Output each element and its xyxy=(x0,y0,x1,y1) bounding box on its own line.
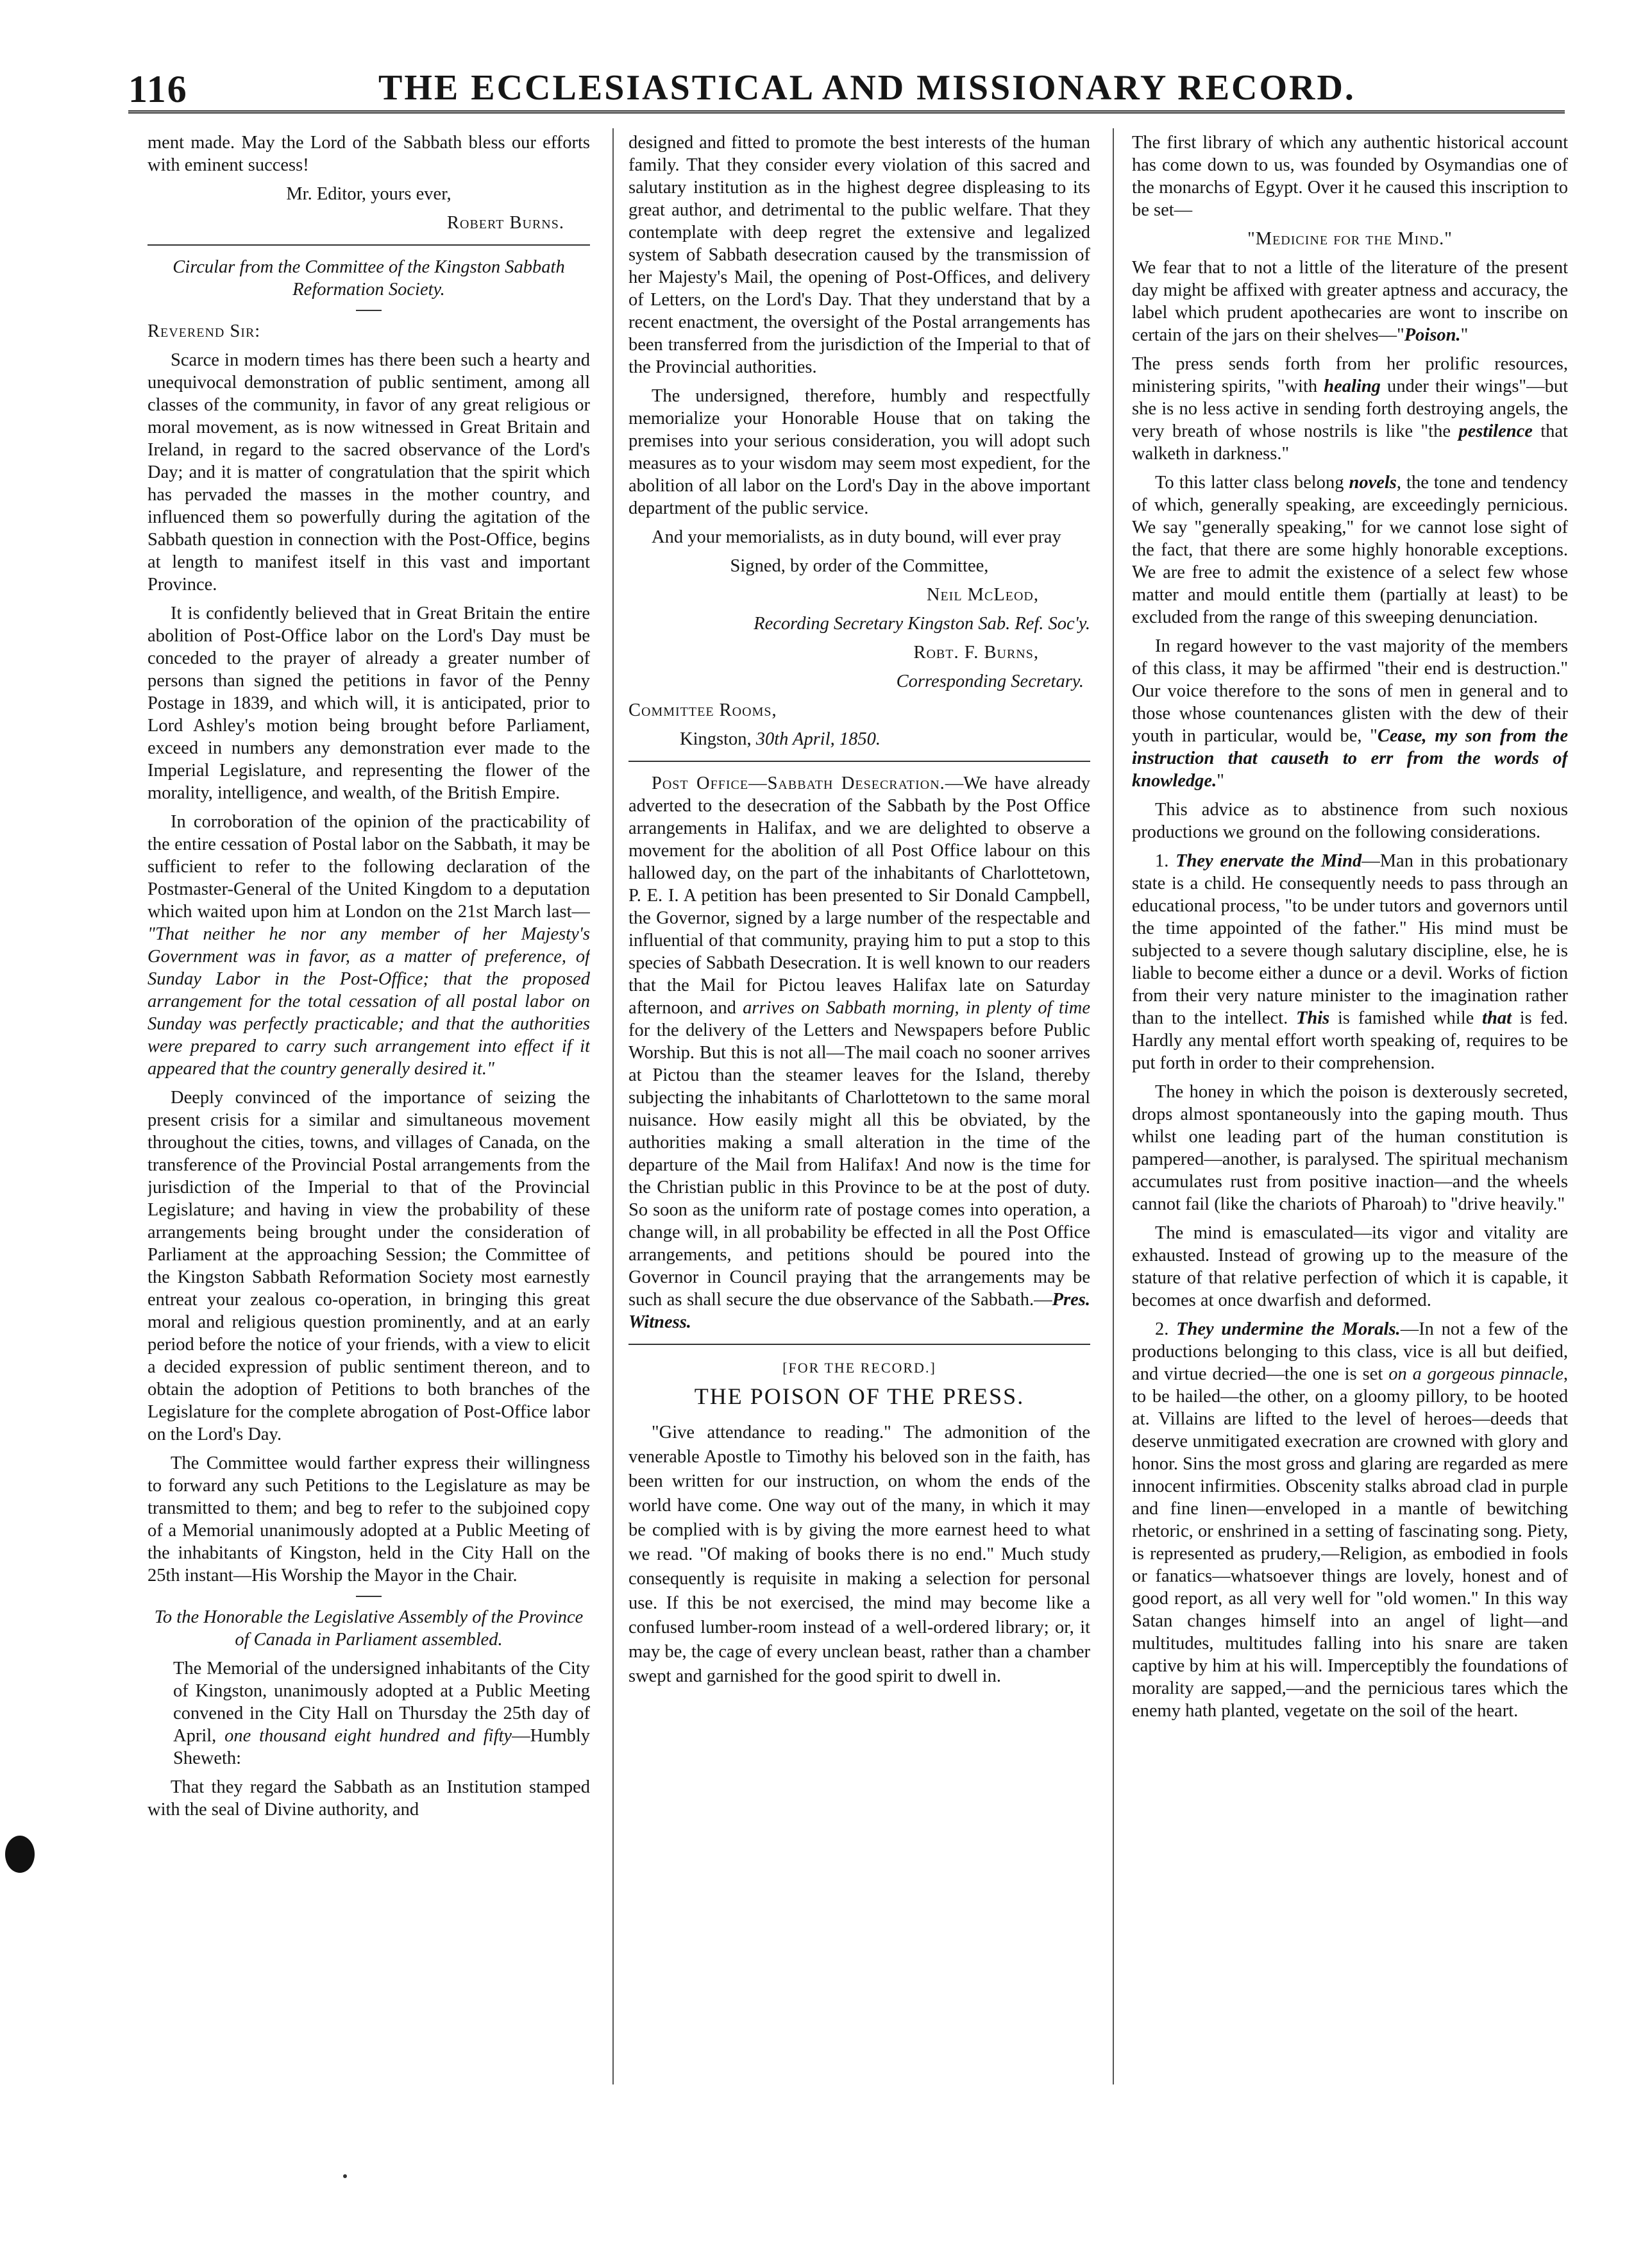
emphasis: Poison. xyxy=(1404,325,1461,345)
inscription: "Medicine for the Mind." xyxy=(1247,229,1453,249)
emphasis: novels xyxy=(1349,473,1397,493)
signer-name: Neil McLeod, xyxy=(926,585,1039,605)
paragraph: The honey in which the poison is dexterously secreted, drops almost spontaneously into the gaping mouth. Thus whilst one leading part of the human constitution is pampered—another, is paralysed. The spiritual mechanism accumulates rust from positive inaction—and the wheels cannot fail (like the chariots of Pharoah) to "drive heavily." xyxy=(1132,1082,1568,1214)
paragraph-text: , to be hailed—the other, on a gloomy pillory, to be hooted at. Villains are lifted to the level of heroes—deeds that deserve unmitigated execration are crowned with glory and honor. Sins the most gross and glaring are regarded as mere innocent infirmities. Obscenity stalks abroad clad in purple and fine linen—enveloped in a mantle of bewitching rhetoric, or enshrined in a setting of fascinating song. Piety, is represented as prudery,—Religion, as embodied in fools or fanatics—whatsoever things are lovely, honest and of good report, as all very well for "old women." In this way Satan changes himself into an angel of light—and multitudes, multitudes falling into his snare are taken captive by him at his will. Imperceptibly the foundations of morality are sapped,—and the pernicious tares which the enemy hath planted, vegetate on the soil of the heart. xyxy=(1132,1364,1568,1721)
place-line: Committee Rooms, xyxy=(628,700,777,720)
memorial-text: —Humbly Sheweth: xyxy=(173,1726,590,1768)
paragraph: The Committee would farther express their willingness to forward any such Petitions to the Legislature as may be transmitted to them; and beg to refer to the subjoined copy of a Memorial unanimously adopted at a Public Meeting of the inhabitants of Kingston, held in the City Hall on the 25th instant—His Worship the Mayor in the Chair. xyxy=(148,1453,590,1585)
article-source: Pres. Witness. xyxy=(628,1290,1090,1332)
date-line xyxy=(628,728,1090,750)
signed-line: Signed, by order of the Committee, xyxy=(730,556,989,576)
page-number: 116 xyxy=(128,68,188,110)
paragraph-text: that walketh in darkness." xyxy=(1132,421,1568,464)
paragraph xyxy=(1132,353,1568,465)
paragraph: "Give attendance to reading." The admonition of the venerable Apostle to Timothy his beloved son in the faith, has been written for our instruction, on whom the ends of the world have come. One way out of the many, in which it may be complied with is by giving the more earnest heed to what we read. "Of making of books there is no end." Much study consequently is requisite in making a selection for personal use. If this be not exercised, the mind may become like a confused lumber-room instead of a well-ordered library; or, it may be, the cage of every unclean beast, rather than a chamber swept and garnished for the good spirit to dwell in. xyxy=(628,1423,1090,1686)
address-title: To the Honorable the Legislative Assembly of the Province of Canada in Parliament assembled. xyxy=(154,1607,584,1650)
paragraph-text: is famished while xyxy=(1329,1008,1483,1028)
paragraph-text: The press sends forth from her prolific resources, ministering spirits, "with xyxy=(1132,354,1568,396)
paragraph-text: In corroboration of the opinion of the practicability of the entire cessation of Postal labor on the Sabbath, it may be sufficient to refer to the following declaration of the Postmaster-General of the United Kingdom to a deputation which waited upon him at London on the 21st March last— xyxy=(148,812,590,922)
quoted-declaration: "That neither he nor any member of her Majesty's Government was in favor, as a matter of preference, of Sunday Labor in the Post-Office; that the proposed arrangement for the total cessation of all postal labor on Sunday was perfectly practicable; and that the authorities were prepared to carry such arrangement into effect if it appeared that the country generally desired it." xyxy=(148,924,590,1079)
paragraph: Scarce in modern times has there been such a hearty and unequivocal demonstration of public sentiment, among all classes of the community, in favor of any great religious or moral movement, as is now witnessed in Great Britain and Ireland, in regard to the sacred observance of the Lord's Day; and it is matter of congratulation that the spirit which has pervaded the masses in the mother country, and influenced them so powerfully during the agitation of the Sabbath question in connection with the Post-Office, begins at length to manifest itself in this vast and important Province. xyxy=(148,350,590,595)
emphasis: healing xyxy=(1324,376,1381,396)
paragraph xyxy=(1132,1318,1568,1722)
paragraph: The undersigned, therefore, humbly and respectfully memorialize your Honorable House that on taking the premises into your serious consideration, you will adopt such measures as to your wisdom may seem most expedient, for the abolition of all labor on the Lord's Day in the above important department of the public service. xyxy=(628,386,1090,518)
signer-title: Recording Secretary Kingston Sab. Ref. Soc'y. xyxy=(754,614,1090,634)
memorial-text: The Memorial of the undersigned inhabitants of the City of Kingston, unanimously adopted at a Public Meeting convened in the City Hall on Thursday the 25th day of April, xyxy=(173,1659,590,1746)
paragraph: It is confidently believed that in Great Britain the entire abolition of Post-Office labor on the Lord's Day must be conceded to the prayer of already a greater number of persons than signed the petitions in favor of the Penny Postage in 1839, and which will, it is anticipated, prior to Lord Ashley's motion being brought before Parliament, exceed in numbers any demonstration ever made to the Imperial Legislature, and representing the flower of the morality, intelligence, and wealth, of the British Empire. xyxy=(148,604,590,803)
paragraph-text: under their wings"—but she is no less active in sending forth destroying angels, the very breath of whose nostrils is like "the xyxy=(1132,376,1568,441)
emphasis: pestilence xyxy=(1458,421,1533,441)
letter-closing: Mr. Editor, yours ever, xyxy=(286,184,451,204)
paragraph-text: " xyxy=(1460,325,1469,345)
date-value: 30th April, 1850. xyxy=(755,729,881,749)
paragraph xyxy=(1132,471,1568,629)
memorial-date-italic: one thousand eight hundred and fifty xyxy=(224,1726,512,1746)
paragraph xyxy=(1132,850,1568,1074)
signer-name: Robt. F. Burns, xyxy=(913,643,1039,663)
paragraph xyxy=(1132,257,1568,346)
section-rule xyxy=(628,1344,1090,1345)
paragraph: designed and fitted to promote the best interests of the human family. That they consider every violation of this sacred and salutary institution as in the highest degree displeasing to its great author, and detrimental to the public welfare. That they contemplate with deep regret the extensive and legalized system of Sabbath desecration caused by the transmission of her Majesty's Mail, the opening of Post-Offices, and delivery of Letters, on the Lord's Day. That they understand that by a recent enactment, the oversight of the Postal arrangements has been transferred from the jurisdiction of the Imperial to that of the Provincial authorities. xyxy=(628,133,1090,377)
paragraph: The first library of which any authentic historical account has come down to us, was founded by Osymandias one of the monarchs of Egypt. Over it he caused this inscription to be set— xyxy=(1132,133,1568,220)
paragraph-text: To this latter class belong xyxy=(1155,473,1349,493)
emphasis: on a gorgeous pinnacle xyxy=(1388,1364,1564,1384)
paragraph: Deeply convinced of the importance of seizing the present crisis for a similar and simultaneous movement throughout the cities, towns, and villages of Canada, on the transference of the Provincial Postal arrangements from the jurisdiction of the Imperial to that of the Provincial Legislature; and having in view the probability of these arrangements being brought under the consideration of Parliament at the approaching Session; the Committee of the Kingston Sabbath Reformation Society most earnestly entreat your zealous co-operation, in bringing this great moral and religious question prominently, and at an early period before the notice of your friends, with a view to elicit a decided expression of public sentiment thereon, and to obtain the adoption of Petitions to both branches of the Legislature for the complete abrogation of Post-Office labor on the Lord's Day. xyxy=(148,1088,590,1444)
point-heading: They enervate the Mind xyxy=(1176,851,1362,871)
paragraph-text: In regard however to the vast majority of the members of this class, it may be affirmed "their end is destruction." Our voice therefore to the sons of men in general and to those whose countenances glisten with the dew of their youth in particular, would be, " xyxy=(1132,636,1568,746)
section-rule xyxy=(628,761,1090,762)
article-text: —We have already adverted to the desecration of the Sabbath by the Post Office arrangements in Halifax, and we are delighted to observe a movement for the abolition of all Post Office labour on this hallowed day, on the part of the inhabitants of Charlottetown, P. E. I. A petition has been presented to Sir Donald Campbell, the Governor, signed by a large number of the respectable and influential of that community, praying him to put a stop to this species of Sabbath Desecration. It is well known to our readers that the Mail for Pictou leaves Halifax late on Saturday afternoon, and xyxy=(628,773,1090,1018)
letter-signer: Robert Burns. xyxy=(447,213,564,233)
column-2 xyxy=(628,131,1090,2180)
emphasis: that xyxy=(1482,1008,1512,1028)
column-divider xyxy=(1113,128,1114,2084)
paragraph-text: —Man in this probationary state is a child. He consequently needs to pass through an educational process, "to be under tutors and governors until the time appointed of the father." His mind must be subjected to a severe though salutary discipline, else, he is liable to become either a dunce or a devil. Works of fiction from their very nature minister to the imagination rather than to the intellect. xyxy=(1132,851,1568,1028)
paragraph xyxy=(148,811,590,1080)
memorial-preamble xyxy=(148,1657,590,1770)
paragraph-text: —In not a few of the productions belonging to this class, vice is all but deified, and virtue decried—the one is set xyxy=(1132,1319,1568,1384)
emphasis: This xyxy=(1295,1008,1330,1028)
circular-title: Circular from the Committee of the Kingston Sabbath Reformation Society. xyxy=(173,257,565,300)
section-rule xyxy=(148,244,590,246)
column-divider xyxy=(612,128,614,2084)
short-rule xyxy=(356,1596,382,1597)
date-place: Kingston, xyxy=(680,729,756,749)
post-office-article xyxy=(628,772,1090,1333)
column-3 xyxy=(1132,131,1568,2180)
paragraph-text: " xyxy=(1217,771,1224,791)
paragraph: And your memorialists, as in duty bound, will ever pray xyxy=(652,527,1061,547)
paragraph-text: 1. xyxy=(1155,851,1176,871)
ink-blot xyxy=(5,1836,35,1873)
ink-speck xyxy=(343,2174,347,2178)
short-rule xyxy=(356,310,382,311)
salutation: Reverend Sir: xyxy=(148,321,261,341)
page-header xyxy=(128,67,1565,110)
paragraph xyxy=(1132,635,1568,792)
point-heading: They undermine the Morals. xyxy=(1176,1319,1401,1339)
article-italic: arrives on Sabbath morning, in plenty of time xyxy=(743,998,1090,1018)
column-1 xyxy=(148,131,590,2180)
paragraph: This advice as to abstinence from such noxious productions we ground on the following considerations. xyxy=(1132,800,1568,842)
paragraph-text: , the tone and tendency of which, generally speaking, are exceedingly pernicious. We say "generally speaking," for we cannot lose sight of the fact, that there are some highly honorable exceptions. We are free to admit the existence of a select few whose matter and mould entitle them (partially at least) to be excluded from the range of this sweeping denunciation. xyxy=(1132,473,1568,627)
paragraph: ment made. May the Lord of the Sabbath bless our efforts with eminent success! xyxy=(148,133,590,175)
emphasis: Cease, my son from the instruction that causeth to err from the words of knowledge. xyxy=(1132,726,1568,791)
for-record-label: [FOR THE RECORD.] xyxy=(782,1360,936,1376)
paragraph-text: 2. xyxy=(1155,1319,1177,1339)
paragraph: That they regard the Sabbath as an Institution stamped with the seal of Divine authority, and xyxy=(148,1777,590,1820)
paragraph-text: is fed. Hardly any mental effort worth speaking of, requires to be put forth in order to their comprehension. xyxy=(1132,1008,1568,1073)
article-heading: Post Office—Sabbath Desecration. xyxy=(652,773,945,793)
signer-title: Corresponding Secretary. xyxy=(896,672,1084,691)
header-rule xyxy=(128,110,1565,114)
paragraph-text: We fear that to not a little of the literature of the present day might be affixed with greater aptness and accuracy, the label which prudent apothecaries are wont to inscribe on certain of the jars on their shelves—" xyxy=(1132,258,1568,345)
article-text: for the delivery of the Letters and Newspapers before Public Worship. But this is not all—The mail coach no sooner arrives at Pictou than the steamer leaves for the Island, thereby subjecting the inhabitants of Charlottetown to the same moral nuisance. How easily might all this be obviated, by the authorities making a small alteration in the time of the departure of the Mail from Halifax! And now is the time for the Christian public in this Province to be at the post of duty. So soon as the uniform rate of postage comes into operation, a change will, in all probability be effected in all the Post Office arrangements, and petitions should be poured into the Governor in Council praying that the arrangements may be such as shall secure the due observance of the Sabbath.— xyxy=(628,1020,1090,1310)
paragraph: The mind is emasculated—its vigor and vitality are exhausted. Instead of growing up to the measure of the stature of that relative perfection of which it is capable, it becomes at once dwarfish and deformed. xyxy=(1132,1223,1568,1310)
journal-title: THE ECCLESIASTICAL AND MISSIONARY RECORD. xyxy=(378,68,1356,108)
article-title: THE POISON OF THE PRESS. xyxy=(694,1383,1025,1409)
